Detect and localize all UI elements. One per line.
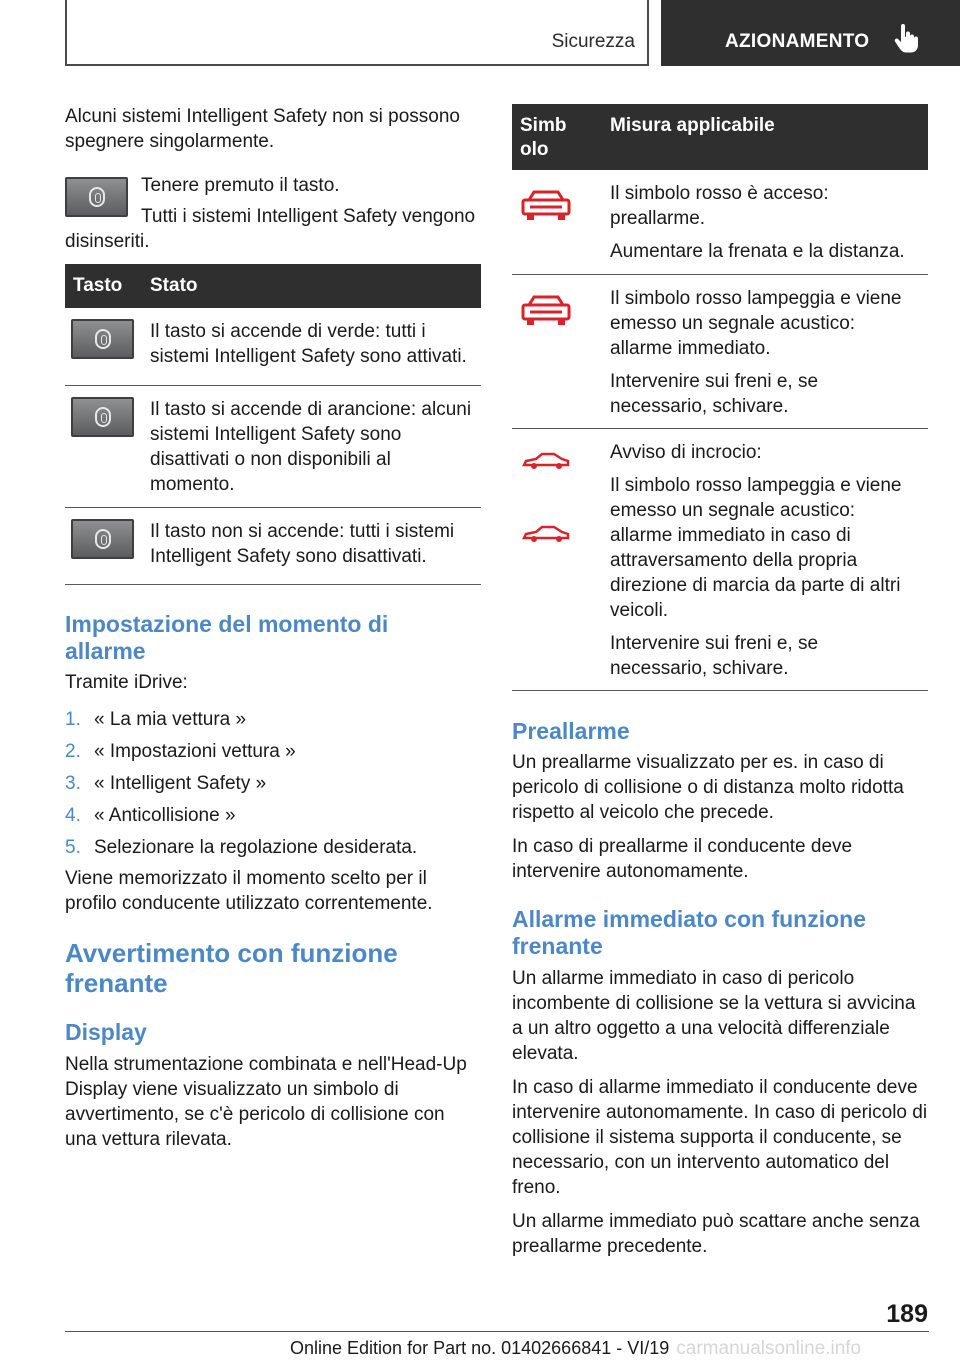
- table-row: [65, 308, 481, 386]
- immediate-text: In caso di allarme immediato il conducente deve intervenire autonomamente. In caso di pericolo di collisione il sistema supporta il conducente, se necessario, con un intervento automatico del freno.: [512, 1077, 928, 1198]
- table-header-stato: Stato: [142, 264, 481, 308]
- intelligent-safety-button-icon: [71, 397, 134, 437]
- left-column: [65, 104, 481, 1161]
- prealarm-text: In caso di preallarme il conducente deve intervenire autonomamente.: [512, 836, 853, 882]
- list-item: 5. Selezionare la regolazione desiderata.: [65, 837, 418, 858]
- heading-prealarm: Preallarme: [512, 718, 630, 744]
- intelligent-safety-button-icon: [71, 519, 134, 559]
- table-row: [512, 429, 928, 691]
- list-item: 2. « Impostazioni vettura »: [65, 741, 296, 762]
- car-side-warning-icon: [520, 451, 572, 471]
- table-header-misura: Misura applicabile: [602, 104, 928, 170]
- measure-text: Il simbolo rosso è acceso: preallarme.: [610, 183, 829, 229]
- button-instruction: Tenere premuto il tasto.: [141, 175, 340, 196]
- measure-text: Il simbolo rosso lampeggia e viene emesso un segnale acustico: allarme immediato in caso di attraversamento della propria direzione di marcia da parte di altri veicoli.: [610, 475, 902, 621]
- car-front-warning-icon: [520, 293, 572, 329]
- via-idrive-text: Tramite iDrive:: [65, 672, 188, 693]
- chapter-title: AZIONAMENTO: [725, 31, 870, 52]
- car-front-warning-icon: [520, 188, 572, 224]
- right-column: [512, 104, 928, 1268]
- header-section-box: [65, 0, 649, 66]
- table-row: [512, 170, 928, 275]
- chapter-tab: [661, 0, 960, 66]
- list-item: 1. « La mia vettura »: [65, 709, 247, 730]
- idrive-steps-list: [65, 707, 481, 860]
- table-row: [65, 508, 481, 585]
- heading-display: Display: [65, 1019, 147, 1045]
- prealarm-text: Un preallarme visualizzato per es. in caso di pericolo di collisione o di distanza molto ridotta rispetto al veicolo che precede.: [512, 752, 904, 823]
- table-row: [512, 275, 928, 429]
- section-title: Sicurezza: [551, 31, 635, 52]
- symbol-measure-table: [512, 104, 928, 691]
- display-text: Nella strumentazione combinata e nell'Head-Up Display viene visualizzato un simbolo di avvertimento, se c'è pericolo di collisione con una vettura rilevata.: [65, 1054, 467, 1150]
- table-row: [65, 386, 481, 508]
- immediate-text: Un allarme immediato in caso di pericolo incombente di collisione se la vettura si avvicina a un altro oggetto a una velocità differenziale elevata.: [512, 968, 916, 1064]
- heading-immediate-alarm: Allarme immediato con funzione frenante: [512, 906, 866, 959]
- pointing-hand-icon: [893, 24, 919, 54]
- intro-text: Alcuni sistemi Intelligent Safety non si possono spegnere singolarmente.: [65, 106, 460, 152]
- intelligent-safety-button-icon: [71, 319, 134, 359]
- status-text: Il tasto si accende di arancione: alcuni sistemi Intelligent Safety sono disattivati o non disponibili al momento.: [142, 386, 481, 508]
- heading-alarm-moment: Impostazione del momento di allarme: [65, 611, 389, 664]
- page-number: 189: [886, 1300, 928, 1328]
- list-item: 3. « Intelligent Safety »: [65, 773, 267, 794]
- list-item: 4. « Anticollisione »: [65, 805, 236, 826]
- button-result: Tutti i sistemi Intelligent Safety vengono disinseriti.: [65, 206, 476, 252]
- measure-text: Aumentare la frenata e la distanza.: [610, 241, 905, 262]
- measure-text: Intervenire sui freni e, se necessario, schivare.: [610, 371, 819, 417]
- immediate-text: Un allarme immediato può scattare anche senza preallarme precedente.: [512, 1211, 920, 1257]
- edition-text: Online Edition for Part no. 01402666841 - VI/19 carmanualsonline.info: [290, 1338, 862, 1359]
- measure-text: Il simbolo rosso lampeggia e viene emesso un segnale acustico: allarme immediato.: [610, 288, 902, 359]
- status-text: Il tasto si accende di verde: tutti i sistemi Intelligent Safety sono attivati.: [142, 308, 481, 386]
- car-side-warning-icon: [520, 524, 572, 544]
- footer-divider: [65, 1331, 929, 1332]
- heading-braking-warning: Avvertimento con funzione frenante: [65, 938, 398, 998]
- watermark: carmanualsonline.info: [676, 1338, 862, 1359]
- stored-text: Viene memorizzato il momento scelto per il profilo conducente utilizzato correntemente.: [65, 868, 433, 914]
- measure-text: Intervenire sui freni e, se necessario, schivare.: [610, 633, 819, 679]
- table-header-tasto: Tasto: [65, 264, 142, 308]
- button-status-table: [65, 264, 481, 585]
- status-text: Il tasto non si accende: tutti i sistemi Intelligent Safety sono disattivati.: [142, 508, 481, 585]
- measure-text: Avviso di incrocio:: [610, 442, 762, 463]
- table-header-simbolo: Simbolo: [512, 104, 602, 170]
- button-instruction-block: [65, 173, 481, 257]
